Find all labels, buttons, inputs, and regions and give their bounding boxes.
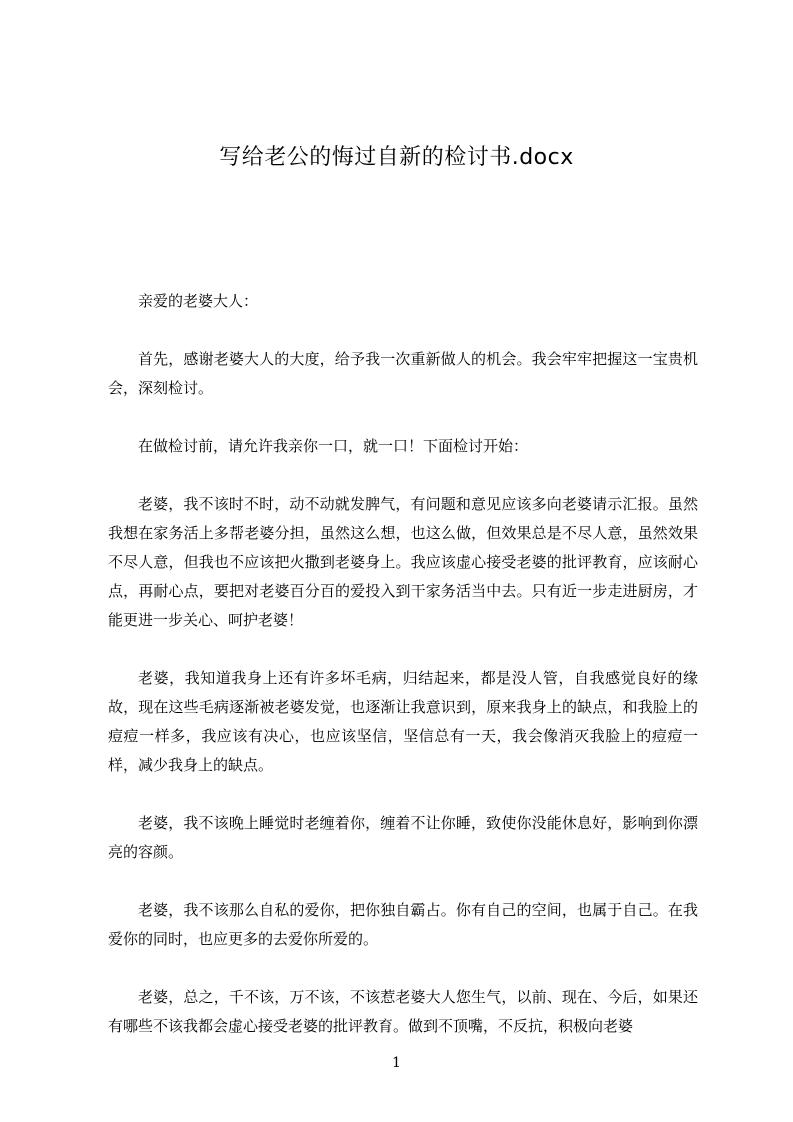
paragraph-preface: 在做检讨前，请允许我亲你一口，就一口！下面检讨开始： xyxy=(138,437,529,455)
document-title: 写给老公的悔过自新的检讨书.docx xyxy=(219,145,574,170)
page-number: 1 xyxy=(392,1055,401,1071)
paragraph-gratitude: 首先，感谢老婆大人的大度，给予我一次重新做人的机会。我会牢牢把握这一宝贵机会，深刻检讨。 xyxy=(108,350,698,397)
paragraph-temper: 老婆，我不该时不时，动不动就发脾气，有问题和意见应该多向老婆请示汇报。虽然我想在家务活上多帮老婆分担，虽然这么想，也这么做，但效果总是不尽人意，虽然效果不尽人意，但我也不应该把火撒到老婆身上。我应该虚心接受老婆的批评教育，应该耐心点，再耐心点，要把对老婆百分百的爱投入到干家务活当中去。只有近一步走进厨房，才能更进一步关心、呵护老婆！ xyxy=(108,495,698,629)
greeting-line: 亲爱的老婆大人： xyxy=(138,292,259,310)
paragraph-selfish: 老婆，我不该那么自私的爱你，把你独自霸占。你有自己的空间，也属于自己。在我爱你的同时，也应更多的去爱你所爱的。 xyxy=(108,901,698,948)
document-body xyxy=(108,287,698,1070)
paragraph-sleep: 老婆，我不该晚上睡觉时老缠着你，缠着不让你睡，致使你没能休息好，影响到你漂亮的容颜。 xyxy=(108,814,698,861)
paragraph-bad-habits: 老婆，我知道我身上还有许多坏毛病，归结起来，都是没人管，自我感觉良好的缘故，现在这些毛病逐渐被老婆发觉，也逐渐让我意识到，原来我身上的缺点，和我脸上的痘痘一样多，我应该有决心，也应该坚信，坚信总有一天，我会像消灭我脸上的痘痘一样，减少我身上的缺点。 xyxy=(108,669,698,774)
paragraph-summary: 老婆，总之，千不该，万不该，不该惹老婆大人您生气，以前、现在、今后，如果还有哪些不该我都会虚心接受老婆的批评教育。做到不顶嘴，不反抗，积极向老婆 xyxy=(108,988,698,1035)
